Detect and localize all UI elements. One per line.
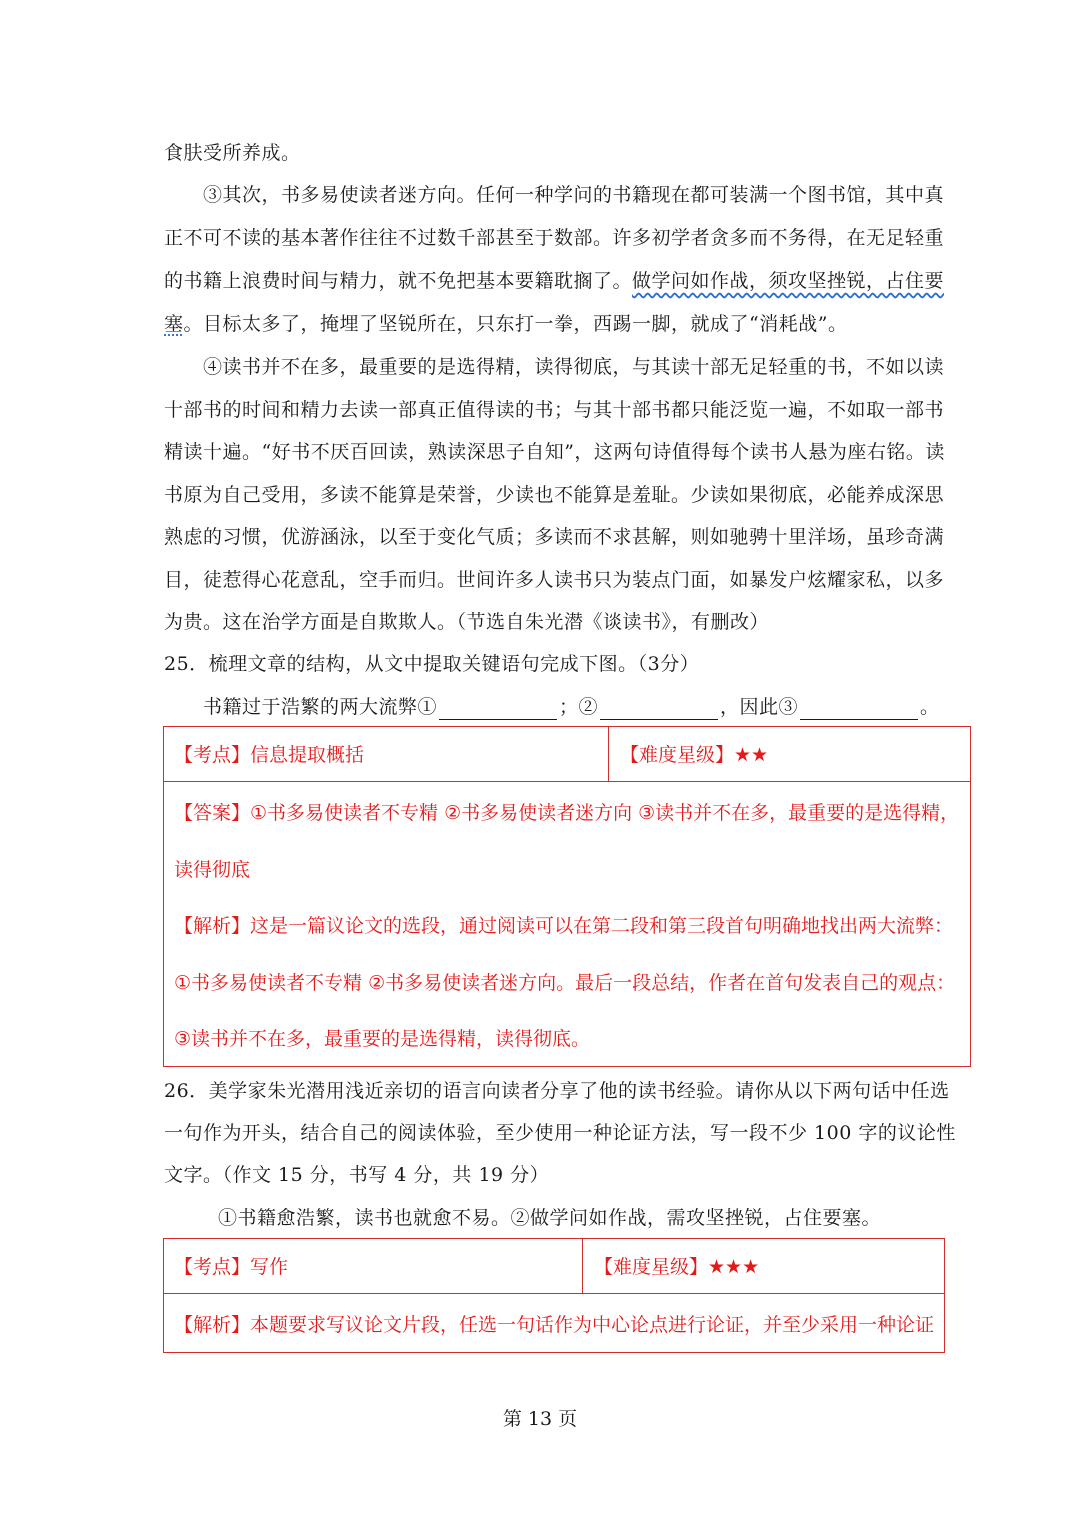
q26-box-divider xyxy=(582,1238,583,1294)
passage-line-4 xyxy=(164,268,944,294)
q25-fill-line xyxy=(203,694,940,720)
q25-kaodian: 【考点】信息提取概括 xyxy=(174,744,365,766)
q25-blank-2[interactable] xyxy=(600,699,718,720)
passage-line-7: 十部书的时间和精力去读一部真正值得读的书；与其十部书都只能泛览一遍，不如取一部书 xyxy=(164,399,945,421)
q26-jiexi-line-1: 【解析】本题要求写议论文片段，任选一句话作为中心论点进行论证，并至少采用一种论证 xyxy=(174,1314,935,1336)
passage-line-4-text: 的书籍上浪费时间与精力，就不免把基本要籍耽搁了。 xyxy=(164,270,633,292)
page-number: 第 13 页 xyxy=(502,1408,578,1430)
q25-jiexi-line-2: ①书多易使读者不专精 ②书多易使读者迷方向。最后一段总结，作者在首句发表自己的观点： xyxy=(174,972,956,994)
q25-fill-sep2: ，因此③ xyxy=(720,696,799,718)
q26-line-2: 一句作为开头，结合自己的阅读体验，至少使用一种论证方法，写一段不少 100 字的议论性 xyxy=(164,1122,956,1144)
q25-blank-1[interactable] xyxy=(439,699,557,720)
passage-line-3: 正不可不读的基本著作往往不过数千部甚至于数部。许多初学者贪多而不务得，在无足轻重 xyxy=(164,227,945,249)
passage-line-10: 熟虑的习惯，优游涵泳，以至于变化气质；多读而不求甚解，则如驰骋十里洋场，虽珍奇满 xyxy=(164,526,945,548)
passage-underlined-char: 塞 xyxy=(164,313,184,335)
q25-fill-end: 。 xyxy=(920,696,940,718)
q25-box-divider xyxy=(608,726,609,782)
q26-line-3: 文字。（作文 15 分，书写 4 分，共 19 分） xyxy=(164,1164,550,1186)
q25-answer-box xyxy=(163,726,971,1067)
passage-line-6: ④读书并不在多，最重要的是选得精，读得彻底，与其读十部无足轻重的书，不如以读 xyxy=(203,356,945,378)
q25-fill-prefix: 书籍过于浩繁的两大流弊① xyxy=(203,696,438,718)
q26-options: ①书籍愈浩繁，读书也就愈不易。②做学问如作战，需攻坚挫锐，占住要塞。 xyxy=(218,1207,882,1229)
q25-jiexi-line-3: ③读书并不在多，最重要的是选得精，读得彻底。 xyxy=(174,1028,591,1050)
q25-jiexi-line-1: 【解析】这是一篇议论文的选段，通过阅读可以在第二段和第三段首句明确地找出两大流弊： xyxy=(174,915,954,937)
passage-line-11: 目，徒惹得心花意乱，空手而归。世间许多人读书只为装点门面，如暴发户炫耀家私，以多 xyxy=(164,569,945,591)
q25-box-rule xyxy=(163,781,971,782)
q26-kaodian: 【考点】写作 xyxy=(174,1256,289,1278)
q25-question: 25．梳理文章的结构，从文中提取关键语句完成下图。（3分） xyxy=(164,653,700,675)
passage-line-9: 书原为自己受用，多读不能算是荣誉，少读也不能算是羞耻。少读如果彻底，必能养成深思 xyxy=(164,484,945,506)
passage-line-2: ③其次，书多易使读者迷方向。任何一种学问的书籍现在都可装满一个图书馆，其中真 xyxy=(203,184,945,206)
q25-blank-3[interactable] xyxy=(800,699,918,720)
q25-nandu: 【难度星级】★★ xyxy=(620,744,769,766)
passage-underlined-sentence: 做学问如作战，须攻坚挫锐，占住要 xyxy=(632,270,945,292)
passage-line-8: 精读十遍。“好书不厌百回读，熟读深思子自知”，这两句诗值得每个读书人悬为座右铭。读 xyxy=(164,441,945,463)
q25-answer-line-2: 读得彻底 xyxy=(174,859,251,881)
q26-box-rule xyxy=(163,1293,945,1294)
passage-line-5 xyxy=(164,311,847,337)
passage-line-1: 食肤受所养成。 xyxy=(164,142,301,164)
q26-nandu: 【难度星级】★★★ xyxy=(594,1256,760,1278)
q26-line-1: 26．美学家朱光潜用浅近亲切的语言向读者分享了他的读书经验。请你从以下两句话中任选 xyxy=(164,1080,950,1102)
q25-fill-sep1: ；② xyxy=(559,696,599,718)
q25-answer-line-1: 【答案】①书多易使读者不专精 ②书多易使读者迷方向 ③读书并不在多，最重要的是选得精， xyxy=(174,802,960,824)
passage-line-12: 为贵。这在治学方面是自欺欺人。（节选自朱光潜《谈读书》，有删改） xyxy=(164,611,770,633)
passage-line-5-text: 。目标太多了，掩埋了坚锐所在，只东打一拳，西踢一脚，就成了“消耗战”。 xyxy=(183,313,848,335)
